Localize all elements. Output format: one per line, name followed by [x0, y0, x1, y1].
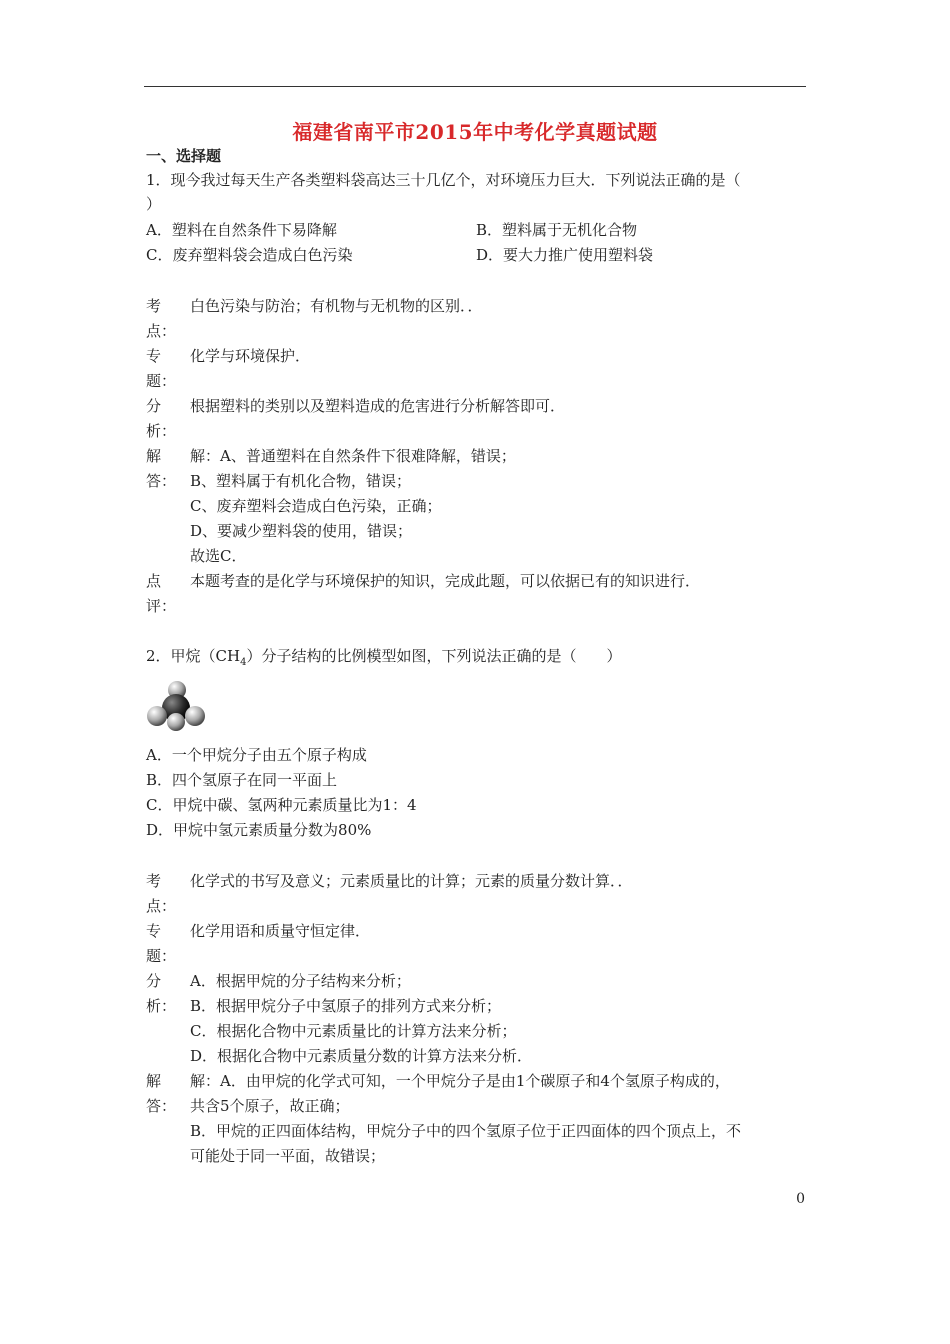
q2-stem-pre: 2．甲烷（CH [146, 647, 241, 665]
q1-dianping-label-2: 评： [146, 597, 177, 615]
q2-option-a: A．一个甲烷分子由五个原子构成 [146, 746, 367, 764]
q1-option-b: B．塑料属于无机化合物 [476, 221, 638, 239]
q2-fenxi-line: D．根据化合物中元素质量分数的计算方法来分析． [190, 1047, 533, 1065]
header-rule [144, 86, 806, 87]
q2-jieda-line: 解：A．由甲烷的化学式可知，一个甲烷分子是由1个碳原子和4个氢原子构成的， [190, 1072, 730, 1090]
q1-kaodian-label-2: 点： [146, 322, 177, 340]
q1-fenxi-label-1: 分 [146, 397, 162, 415]
q1-zhuanti-label-2: 题： [146, 372, 177, 390]
q2-kaodian: 化学式的书写及意义；元素质量比的计算；元素的质量分数计算．． [190, 872, 633, 890]
q2-jieda-line: B．甲烷的正四面体结构，甲烷分子中的四个氢原子位于正四面体的四个顶点上，不 [190, 1122, 742, 1140]
q2-stem-post: ）分子结构的比例模型如图，下列说法正确的是（ ） [246, 647, 622, 665]
q1-jieda-label-1: 解 [146, 447, 162, 465]
q1-fenxi: 根据塑料的类别以及塑料造成的危害进行分析解答即可． [190, 397, 566, 415]
q1-fenxi-label-2: 析： [146, 422, 177, 440]
q1-jieda-line: 解：A、普通塑料在自然条件下很难降解，错误； [190, 447, 516, 465]
q1-jieda-line: D、要减少塑料袋的使用，错误； [190, 522, 413, 540]
q2-jieda-label-2: 答： [146, 1097, 177, 1115]
q1-kaodian: 白色污染与防治；有机物与无机物的区别．． [190, 297, 483, 315]
document-title: 福建省南平市2015年中考化学真题试题 [292, 120, 658, 144]
page-number: 0 [796, 1191, 805, 1207]
q2-fenxi-line: C．根据化合物中元素质量比的计算方法来分析； [190, 1022, 517, 1040]
q1-option-a: A．塑料在自然条件下易降解 [146, 221, 337, 239]
q2-zhuanti-label-1: 专 [146, 922, 162, 940]
q2-stem-sub: 4 [240, 657, 247, 668]
q2-jieda-line: 共含5个原子，故正确； [190, 1097, 350, 1115]
q1-jieda-label-2: 答： [146, 472, 177, 490]
q2-fenxi-line: B．根据甲烷分子中氢原子的排列方式来分析； [190, 997, 502, 1015]
q2-jieda-line: 可能处于同一平面，故错误； [190, 1147, 386, 1165]
q1-zhuanti-label-1: 专 [146, 347, 162, 365]
q2-fenxi-label-2: 析： [146, 997, 177, 1015]
q1-stem: 1．现今我过每天生产各类塑料袋高达三十几亿个，对环境压力巨大．下列说法正确的是（ [146, 171, 741, 189]
q2-option-c: C．甲烷中碳、氢两种元素质量比为1：4 [146, 796, 417, 814]
q2-kaodian-label-2: 点： [146, 897, 177, 915]
q1-option-d: D．要大力推广使用塑料袋 [476, 246, 654, 264]
q1-jieda-line: B、塑料属于有机化合物，错误； [190, 472, 412, 490]
q2-zhuanti: 化学用语和质量守恒定律． [190, 922, 371, 940]
q1-stem-cont: ） [146, 195, 162, 213]
q2-stem [146, 646, 622, 673]
q1-dianping: 本题考查的是化学与环境保护的知识，完成此题，可以依据已有的知识进行． [190, 572, 701, 590]
q2-zhuanti-label-2: 题： [146, 947, 177, 965]
q2-option-b: B．四个氢原子在同一平面上 [146, 771, 338, 789]
section-heading: 一、选择题 [146, 147, 222, 165]
q1-jieda-line: 故选C． [190, 547, 247, 565]
q2-jieda-label-1: 解 [146, 1072, 162, 1090]
q2-kaodian-label-1: 考 [146, 872, 162, 890]
methane-model-image [146, 680, 206, 732]
q1-dianping-label-1: 点 [146, 572, 162, 590]
q2-fenxi-line: A．根据甲烷的分子结构来分析； [190, 972, 411, 990]
q1-option-c: C．废弃塑料袋会造成白色污染 [146, 246, 353, 264]
q1-zhuanti: 化学与环境保护． [190, 347, 311, 365]
q2-fenxi-label-1: 分 [146, 972, 162, 990]
q1-jieda-line: C、废弃塑料会造成白色污染，正确； [190, 497, 442, 515]
q2-option-d: D．甲烷中氢元素质量分数为80% [146, 821, 372, 839]
q1-kaodian-label-1: 考 [146, 297, 162, 315]
